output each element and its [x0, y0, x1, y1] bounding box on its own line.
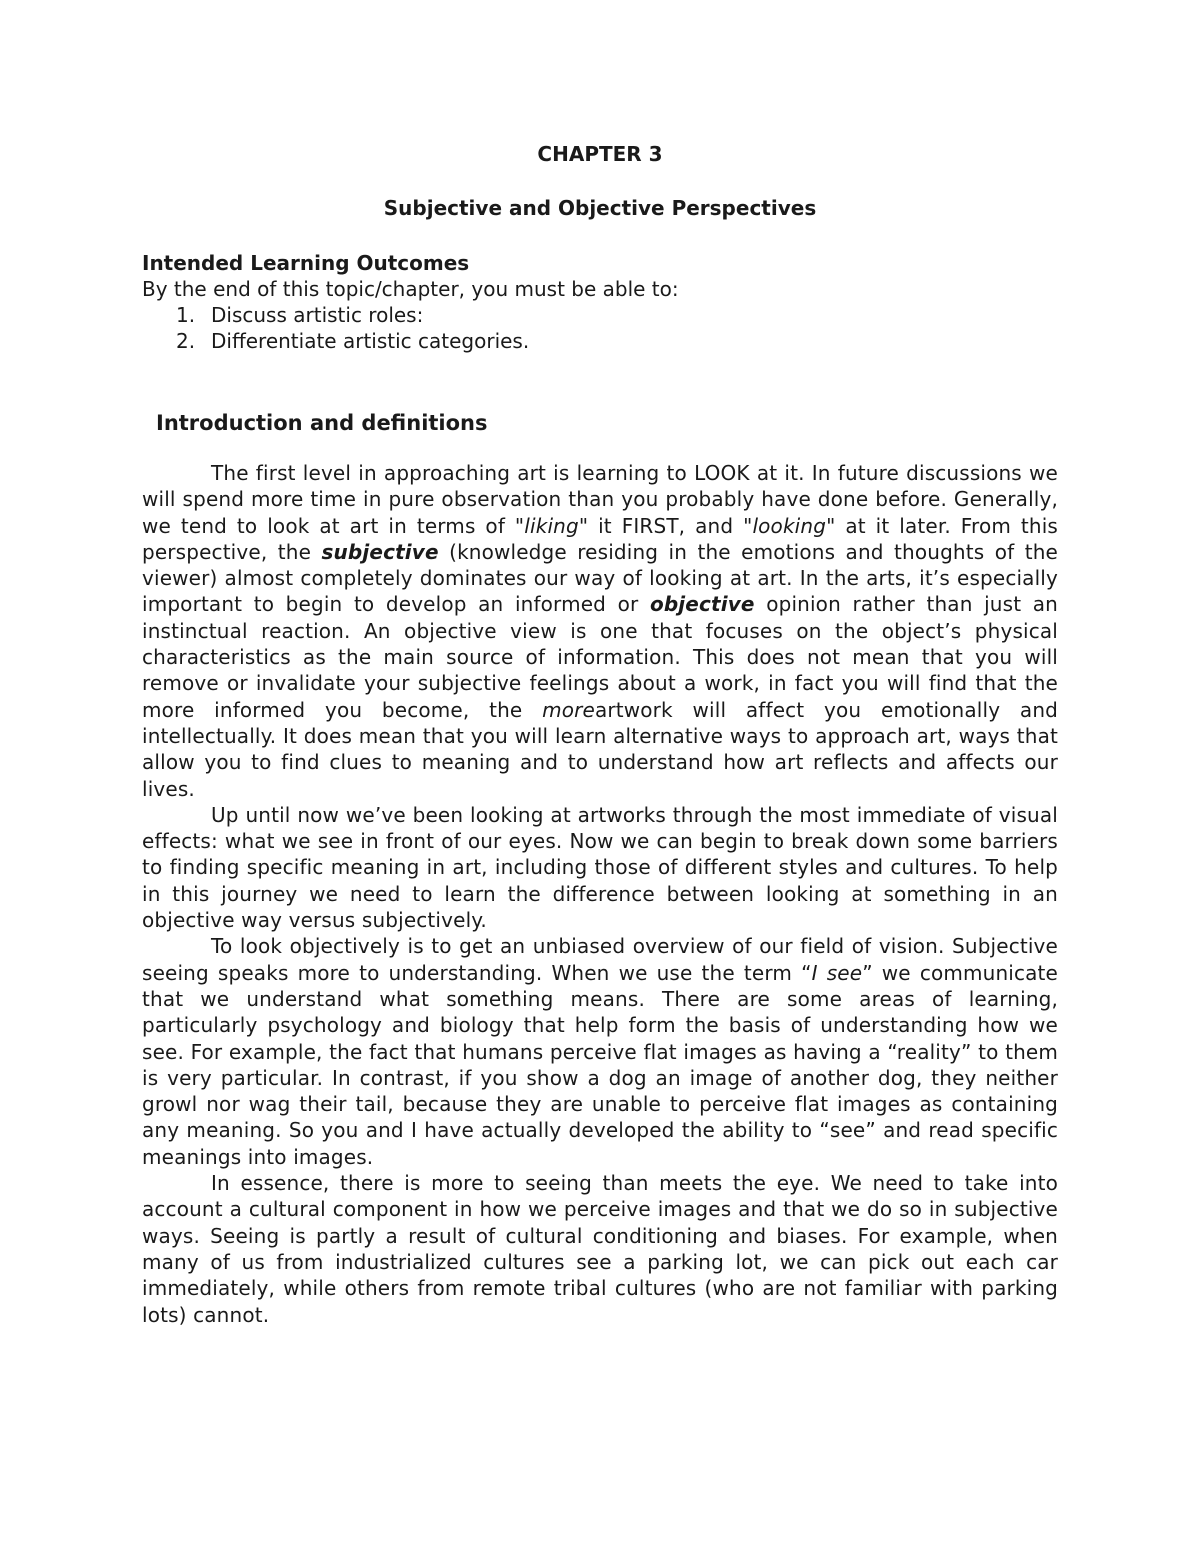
list-item-number: 1. — [176, 303, 196, 327]
text-run: artwork will affect you emotionally and intellectually. It does mean that you will learn alternative ways to approach art, ways that allow you to find clues to meaning and to understand how art reflects and affects our lives. — [142, 697, 1059, 801]
text-run: (knowledge residing in the emotions and thoughts of the viewer) almost completely dominates our way of looking at art. In the arts, it’s especially important to begin to develop an informed or — [142, 539, 1058, 617]
text-run: " at it later. From this perspective, the — [142, 513, 1058, 564]
learning-outcomes-intro: By the end of this topic/chapter, you must be able to: — [142, 277, 679, 301]
paragraph-2: Up until now we’ve been looking at artworks through the most immediate of visual effects: what we see in front of our eyes. Now we can begin to break down some barriers to finding specific meaning in art, including those of different styles and cultures. To help in this journey we need to learn the difference between looking at something in an objective way versus subjectively. — [142, 802, 1058, 933]
page-title: Subjective and Objective Perspectives — [383, 196, 817, 220]
text-run: opinion rather than just an instinctual reaction. An objective view is one that focuses on the object’s physical characteristics as the main source of information. This does not mean that you will remove or invalidate your subjective feelings about a work, in fact you will find that the more informed you become, the — [142, 592, 1058, 722]
chapter-label: CHAPTER 3 — [537, 142, 663, 166]
list-item — [142, 302, 1058, 328]
text-run: " it FIRST, and " — [578, 513, 753, 538]
learning-outcomes-heading: Intended Learning Outcomes — [142, 251, 470, 275]
emphasis-more: more — [542, 697, 595, 722]
list-item-text: Differentiate artistic categories. — [211, 329, 530, 353]
list-item-text: Discuss artistic roles: — [211, 303, 424, 327]
document-page — [142, 138, 1058, 1328]
list-item — [142, 328, 1058, 354]
emphasis-subjective: subjective — [321, 539, 439, 564]
section-body — [142, 460, 1058, 1328]
emphasis-i-see: I see — [811, 960, 863, 985]
paragraph-3 — [142, 933, 1058, 1170]
emphasis-liking: liking — [524, 513, 579, 538]
text-run: The first level in approaching art is learning to LOOK at it. In future discussions we will spend more time in pure observation than you probably have done before. Generally, we tend to look at art in terms of " — [142, 461, 1058, 538]
section-heading: Introduction and definitions — [156, 411, 488, 435]
learning-outcomes-list — [142, 302, 1058, 354]
text-run: ” we communicate that we understand what something means. There are some areas of learning, particularly psychology and biology that help form the basis of understanding how we see. For example, the fact that humans perceive flat images as having a “reality” to them is very particular. In contrast, if you show a dog an image of another dog, they neither growl nor wag their tail, because they are unable to perceive flat images as containing any meaning. So you and I have actually developed the ability to “see” and read specific meanings into images. — [142, 960, 1058, 1169]
paragraph-4: In essence, there is more to seeing than meets the eye. We need to take into account a cultural component in how we perceive images and that we do so in subjective ways. Seeing is partly a result of cultural conditioning and biases. For example, when many of us from industrialized cultures see a parking lot, we can pick out each car immediately, while others from remote tribal cultures (who are not familiar with parking lots) cannot. — [142, 1171, 1058, 1327]
emphasis-objective: objective — [649, 592, 755, 617]
emphasis-looking: looking — [752, 513, 827, 538]
list-item-number: 2. — [176, 329, 196, 353]
text-run: To look objectively is to get an unbiased overview of our field of vision. Subjective seeing speaks more to understanding. When we use the term “ — [142, 934, 1058, 985]
paragraph-1 — [142, 460, 1058, 802]
learning-outcomes — [142, 250, 1058, 354]
